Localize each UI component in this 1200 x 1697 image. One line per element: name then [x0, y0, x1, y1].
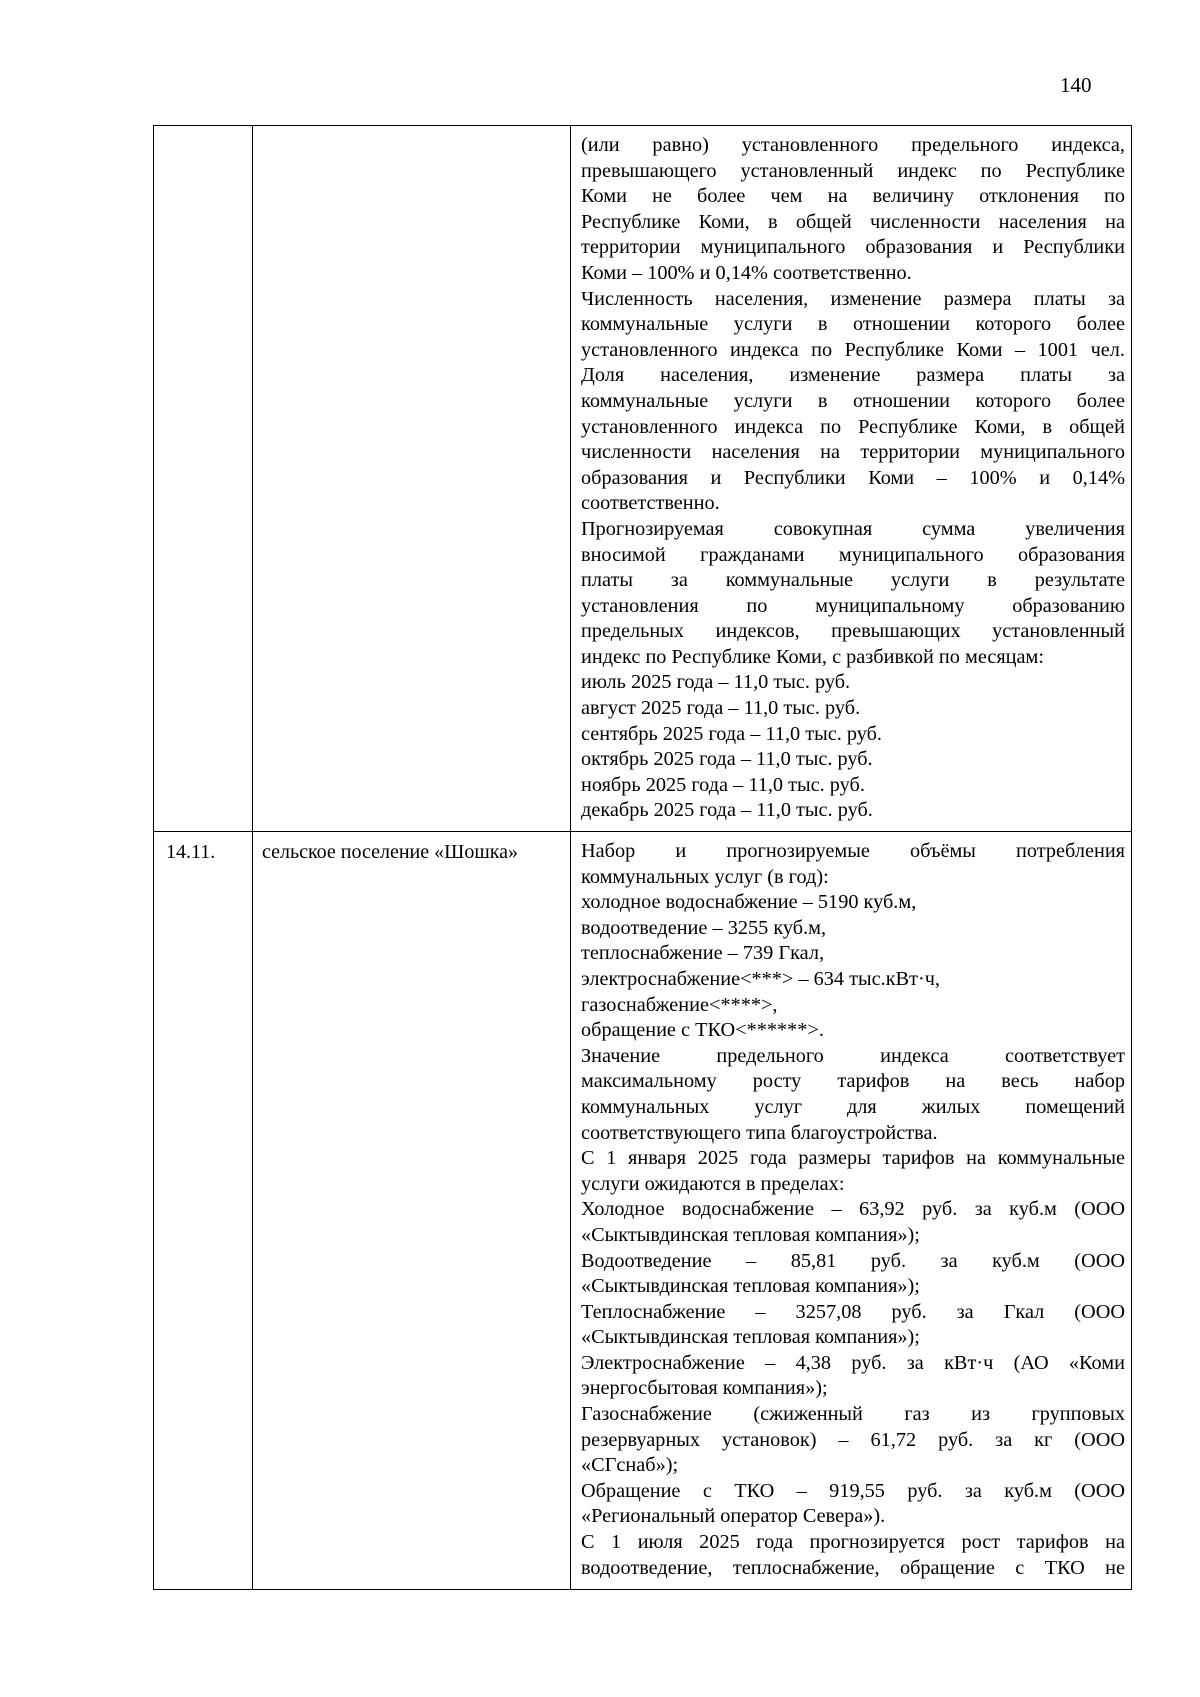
description-text [571, 126, 1131, 830]
settlement-name-cell [253, 126, 571, 832]
text-line: водоотведение, теплоснабжение, обращение с ТКО не [581, 1556, 1125, 1579]
text-line: установления по муниципальному образованию [581, 594, 1125, 617]
text-line: образования и Республики Коми – 100% и 0,14% [581, 466, 1125, 489]
text-line: Электроснабжение – 4,38 руб. за кВт·ч (АО «Коми [581, 1351, 1125, 1374]
text-line: ноябрь 2025 года – 11,0 тыс. руб. [581, 773, 865, 796]
text-line: индекс по Республике Коми, с разбивкой по месяцам: [581, 645, 1044, 668]
text-line: Набор и прогнозируемые объёмы потребления [581, 840, 1125, 862]
row-number [154, 126, 252, 134]
row-number: 14.11. [166, 841, 216, 863]
text-line: Прогнозируемая совокупная сумма увеличения [581, 517, 1125, 540]
tariff-table [153, 125, 1132, 1590]
text-line: вносимой гражданами муниципального образования [581, 543, 1125, 566]
settlement-name [253, 126, 570, 134]
text-line: октябрь 2025 года – 11,0 тыс. руб. [581, 748, 873, 771]
row-number-cell [154, 126, 253, 832]
text-line: «СГснаб»); [581, 1454, 679, 1477]
text-line: водоотведение – 3255 куб.м, [581, 916, 827, 939]
text-line: Значение предельного индекса соответствует [581, 1044, 1125, 1067]
settlement-name: сельское поселение «Шошка» [262, 841, 519, 863]
text-line: Водоотведение – 85,81 руб. за куб.м (ООО [581, 1249, 1125, 1272]
text-line: максимальному росту тарифов на весь набор [581, 1070, 1125, 1093]
description-cell [571, 832, 1132, 1590]
text-line: Республике Коми, в общей численности населения на [581, 210, 1125, 233]
text-line: Обращение с ТКО – 919,55 руб. за куб.м (ООО [581, 1479, 1125, 1502]
text-line: декабрь 2025 года – 11,0 тыс. руб. [581, 799, 873, 822]
text-line: Коми не более чем на величину отклонения по [581, 185, 1125, 208]
text-line: холодное водоснабжение – 5190 куб.м, [581, 891, 917, 914]
text-line: энергосбытовая компания»); [581, 1377, 828, 1400]
text-line: резервуарных установок) – 61,72 руб. за кг (ООО [581, 1428, 1125, 1451]
text-line: коммунальные услуги в отношении которого более [581, 389, 1125, 412]
text-line: установленного индекса по Республике Коми – 1001 чел. [581, 338, 1125, 361]
text-line: сентябрь 2025 года – 11,0 тыс. руб. [581, 722, 882, 745]
page-number: 140 [1060, 73, 1092, 97]
text-line: «Сыктывдинская тепловая компания»); [581, 1326, 920, 1349]
text-line: «Сыктывдинская тепловая компания»); [581, 1275, 920, 1298]
text-line: Доля населения, изменение размера платы за [581, 364, 1125, 387]
text-line: июль 2025 года – 11,0 тыс. руб. [581, 671, 851, 694]
text-line: коммунальные услуги в отношении которого более [581, 313, 1125, 336]
description-cell [571, 126, 1132, 832]
text-line: соответствующего типа благоустройства. [581, 1121, 938, 1144]
table-row [154, 126, 1132, 832]
text-line: обращение с ТКО<******>. [581, 1019, 824, 1042]
text-line: газоснабжение<****>, [581, 993, 778, 1016]
text-line: теплоснабжение – 739 Гкал, [581, 942, 825, 965]
text-line: коммунальных услуг (в год): [581, 865, 829, 888]
text-line: превышающего установленный индекс по Республике [581, 159, 1125, 182]
text-line: Холодное водоснабжение – 63,92 руб. за куб.м (ООО [581, 1198, 1125, 1221]
text-line: предельных индексов, превышающих установленный [581, 620, 1125, 643]
text-line: коммунальных услуг для жилых помещений [581, 1095, 1125, 1118]
text-line: август 2025 года – 11,0 тыс. руб. [581, 697, 861, 720]
text-line: Численность населения, изменение размера платы за [581, 287, 1125, 310]
text-line: численности населения на территории муниципального [581, 441, 1125, 464]
text-line: «Региональный оператор Севера»). [581, 1505, 886, 1528]
text-line: услуги ожидаются в пределах: [581, 1172, 845, 1195]
text-line: С 1 июля 2025 года прогнозируется рост тарифов на [581, 1531, 1125, 1554]
table-row [154, 832, 1132, 1590]
text-line: «Сыктывдинская тепловая компания»); [581, 1223, 920, 1246]
text-line: платы за коммунальные услуги в результате [581, 569, 1125, 592]
row-number-cell [154, 832, 253, 1590]
text-line: (или равно) установленного предельного индекса, [581, 134, 1125, 156]
text-line: Коми – 100% и 0,14% соответственно. [581, 261, 912, 284]
settlement-name-cell [253, 832, 571, 1590]
text-line: Газоснабжение (сжиженный газ из групповых [581, 1403, 1125, 1426]
text-line: установленного индекса по Республике Коми, в общей [581, 415, 1125, 438]
description-text [571, 832, 1131, 1587]
text-line: территории муниципального образования и Республики [581, 236, 1125, 259]
text-line: Теплоснабжение – 3257,08 руб. за Гкал (ООО [581, 1300, 1125, 1323]
text-line: соответственно. [581, 492, 720, 515]
text-line: электроснабжение<***> – 634 тыс.кВт·ч, [581, 967, 940, 990]
text-line: С 1 января 2025 года размеры тарифов на коммунальные [581, 1147, 1125, 1170]
